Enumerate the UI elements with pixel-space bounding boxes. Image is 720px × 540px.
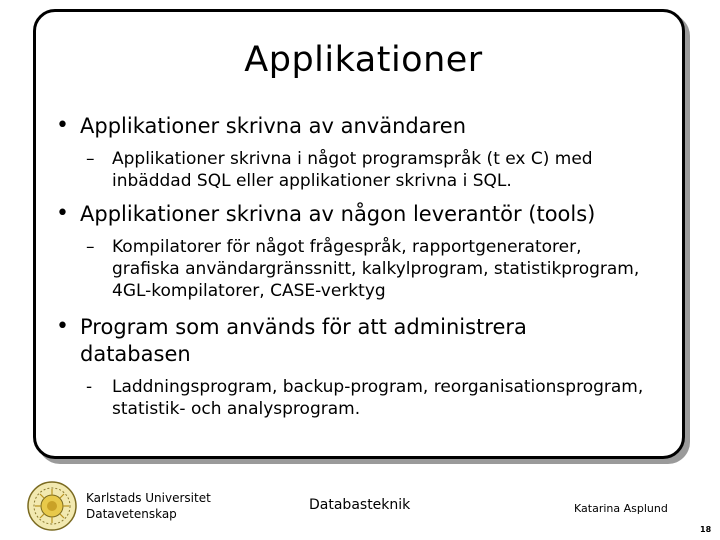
bullet-text-user-apps: Applikationer skrivna av användaren [80, 114, 467, 138]
footer-course: Databasteknik [309, 497, 411, 513]
sub-bullet-marker: - [86, 377, 93, 397]
bullet-marker: • [56, 113, 69, 138]
sub-bullet-text-admin-programs: Laddningsprogram, backup-program, reorganisationsprogram, statistik- och analysprogram. [112, 377, 644, 419]
sub-bullet-text-vendor-apps: Kompilatorer för något frågespråk, rapportgeneratorer, grafiska användargränssnitt, kalkylprogram, statistikprogram, 4GL-kompilatorer, CASE-verktyg [112, 237, 640, 301]
bullet-marker: • [56, 201, 69, 226]
sub-bullet-marker: – [86, 149, 95, 169]
sub-bullet-text-user-apps: Applikationer skrivna i något programspråk (t ex C) med inbäddad SQL eller applikationer skrivna i SQL. [112, 149, 593, 191]
page-number: 18 [700, 525, 712, 534]
footer-author: Katarina Asplund [574, 502, 668, 515]
footer-department: Datavetenskap [86, 507, 177, 521]
sub-bullet-marker: – [86, 237, 95, 257]
bullet-text-vendor-apps: Applikationer skrivna av någon leverantör (tools) [80, 202, 596, 226]
university-seal-icon [26, 480, 78, 532]
bullet-marker: • [56, 314, 69, 339]
slide-title: Applikationer [244, 40, 483, 80]
footer-university: Karlstads Universitet [86, 491, 211, 505]
bullet-text-admin-programs: Program som används för att administrera databasen [80, 315, 527, 366]
